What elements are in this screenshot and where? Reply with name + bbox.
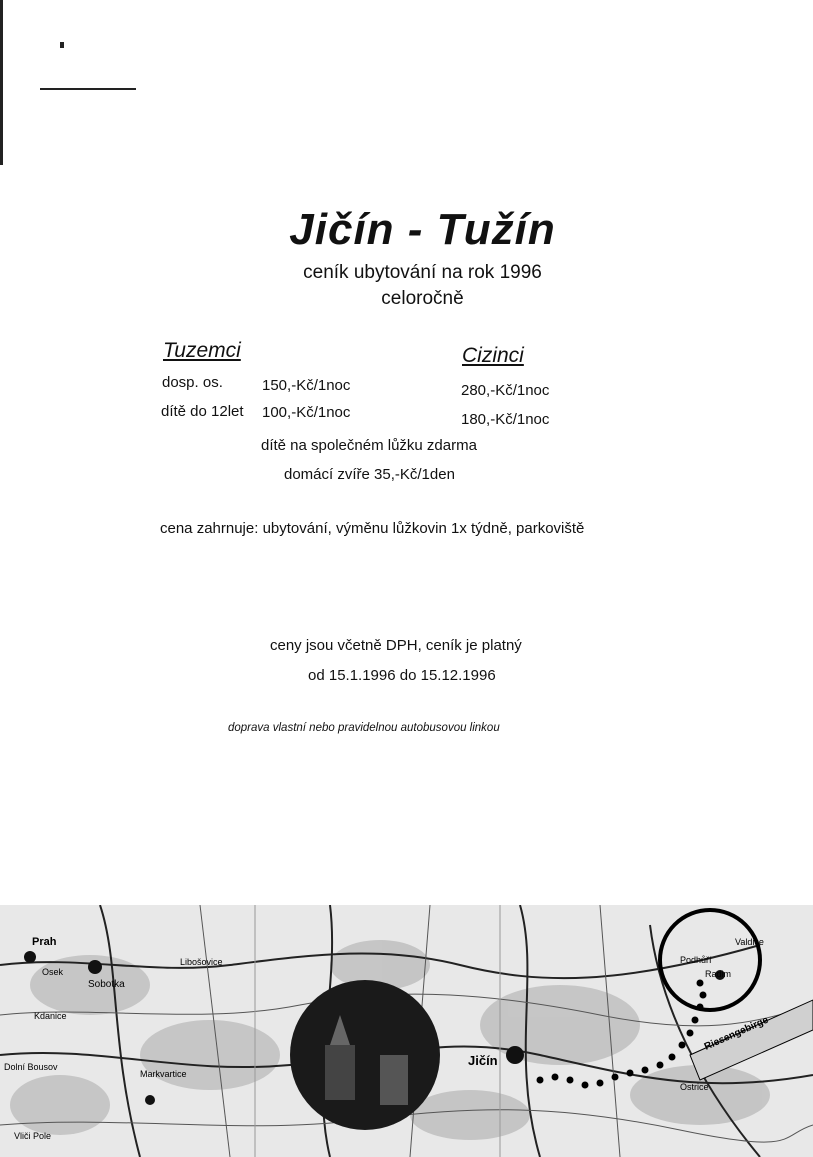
map-label-sobotka: Sobotka (88, 979, 125, 990)
page-title: Jičín - Tužín (289, 205, 556, 254)
map-label-radim: Radim (705, 969, 732, 979)
map-label-ostrice: Ostrice (680, 1082, 709, 1092)
map-label-riesengebirge: Riesengebirge (702, 1014, 771, 1053)
child-label: dítě do 12let (161, 403, 244, 420)
map-label-jicin: Jičín (468, 1053, 498, 1068)
adult-label: dosp. os. (162, 374, 223, 391)
map-label-osek: Osek (42, 967, 64, 977)
domestic-child-price: 100,-Kč/1noc (262, 404, 351, 421)
map-graphic (0, 905, 813, 1157)
map-label-libosovice: Libošovice (180, 957, 223, 967)
price-includes: cena zahrnuje: ubytování, výměnu lůžkovin 1x týdně, parkoviště (160, 520, 585, 537)
foreign-child-price: 180,-Kč/1noc (461, 411, 550, 428)
location-map (0, 905, 813, 1157)
map-label-vlici-pole: Vliči Pole (14, 1131, 52, 1141)
vat-note: ceny jsou včetně DPH, ceník je platný (270, 637, 522, 654)
page-subtitle: ceník ubytování na rok 1996 (303, 262, 542, 283)
foreign-heading: Cizinci (462, 344, 524, 367)
map-label-prah: Prah (32, 936, 57, 948)
scan-dot (60, 42, 64, 48)
shared-bed-note: dítě na společném lůžku zdarma (261, 437, 477, 454)
pet-price: domácí zvíře 35,-Kč/1den (284, 466, 455, 483)
validity-dates: od 15.1.1996 do 15.12.1996 (308, 667, 496, 684)
scan-dash-line (40, 88, 136, 90)
map-label-kdanice: Kdanice (34, 1011, 67, 1021)
domestic-adult-price: 150,-Kč/1noc (262, 377, 351, 394)
map-label-markvartice: Markvartice (140, 1069, 187, 1079)
scan-edge-line (0, 0, 3, 165)
foreign-adult-price: 280,-Kč/1noc (461, 382, 550, 399)
domestic-heading: Tuzemci (163, 339, 241, 362)
map-label-podhuri: Podhůří (680, 955, 712, 965)
map-label-valdice: Valdice (735, 937, 764, 947)
transport-note: doprava vlastní nebo pravidelnou autobusovou linkou (228, 722, 500, 734)
map-label-dolni-bousov: Dolní Bousov (4, 1062, 58, 1072)
season-label: celoročně (381, 288, 464, 309)
